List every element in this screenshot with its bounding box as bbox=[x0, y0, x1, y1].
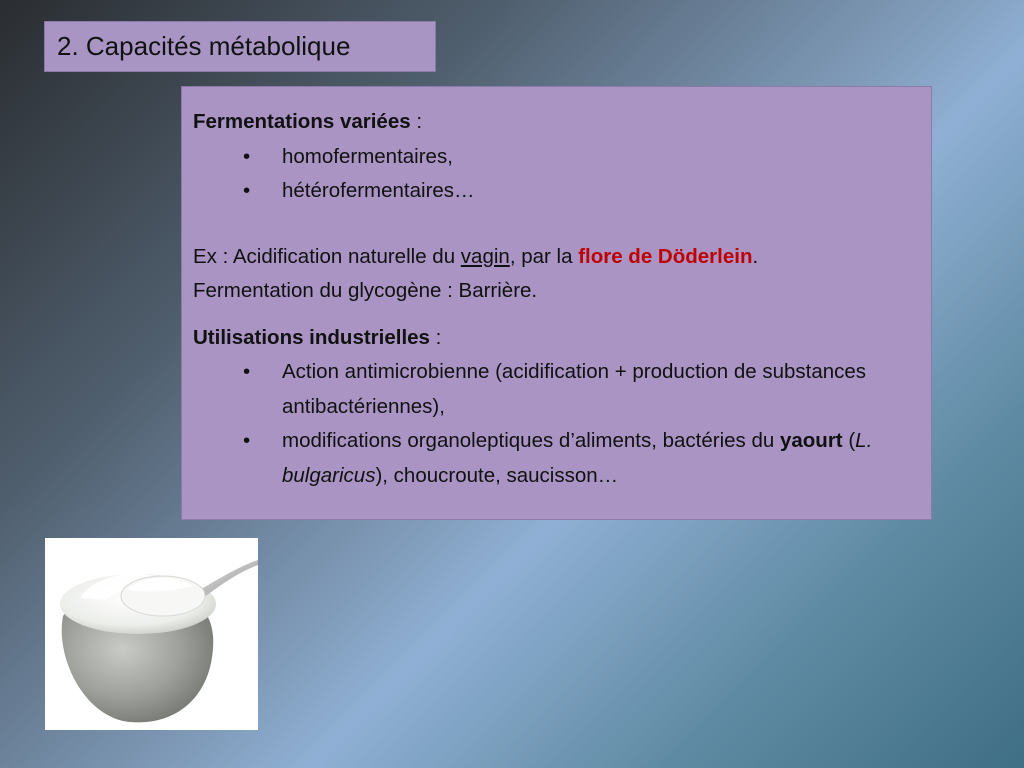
industrial-list bbox=[193, 355, 919, 493]
slide-title-text: 2. Capacités métabolique bbox=[57, 31, 351, 61]
bullet-icon: • bbox=[243, 429, 251, 452]
bullet-icon: • bbox=[243, 179, 251, 202]
example-line2: Fermentation du glycogène : Barrière. bbox=[193, 279, 538, 302]
slide-title bbox=[44, 21, 436, 72]
bullet-icon: • bbox=[243, 144, 251, 168]
list-item bbox=[193, 174, 919, 209]
fermentation-item-text: hétérofermentaires… bbox=[282, 179, 475, 202]
fermentations-colon: : bbox=[410, 110, 423, 133]
industrial-item-text: Action antimicrobienne (acidification + production de substances antibactériennes), bbox=[282, 360, 867, 418]
industrial-heading-line bbox=[193, 321, 919, 356]
example-prefix: Ex : Acidification naturelle du bbox=[193, 244, 461, 268]
list-item bbox=[193, 424, 919, 493]
example-flore: flore de Döderlein bbox=[578, 244, 753, 268]
content-box bbox=[181, 86, 932, 520]
industrial-heading: Utilisations industrielles bbox=[193, 325, 430, 349]
fermentations-heading: Fermentations variées bbox=[193, 110, 411, 133]
item2-end: ), choucroute, saucisson… bbox=[375, 463, 619, 487]
item2-species: L. bulgaricus bbox=[282, 429, 873, 487]
list-item bbox=[193, 355, 919, 424]
example-line bbox=[193, 240, 919, 275]
industrial-item-text bbox=[282, 429, 872, 487]
industrial-colon: : bbox=[429, 325, 442, 349]
fermentations-list bbox=[193, 140, 919, 209]
example-vagin: vagin bbox=[460, 244, 510, 268]
yogurt-pot-icon bbox=[45, 538, 258, 730]
item2-yaourt: yaourt bbox=[779, 429, 843, 452]
fermentation-item-text: homofermentaires, bbox=[282, 144, 453, 168]
example-mid: , par la bbox=[509, 244, 579, 268]
fermentations-heading-line bbox=[193, 105, 919, 140]
bullet-icon: • bbox=[243, 360, 251, 383]
list-item bbox=[193, 140, 919, 175]
yogurt-image bbox=[45, 538, 258, 730]
item2-prefix: modifications organoleptiques d’aliments, bactéries du bbox=[282, 429, 780, 452]
item2-open: ( bbox=[842, 429, 856, 452]
example-end: . bbox=[752, 244, 759, 268]
